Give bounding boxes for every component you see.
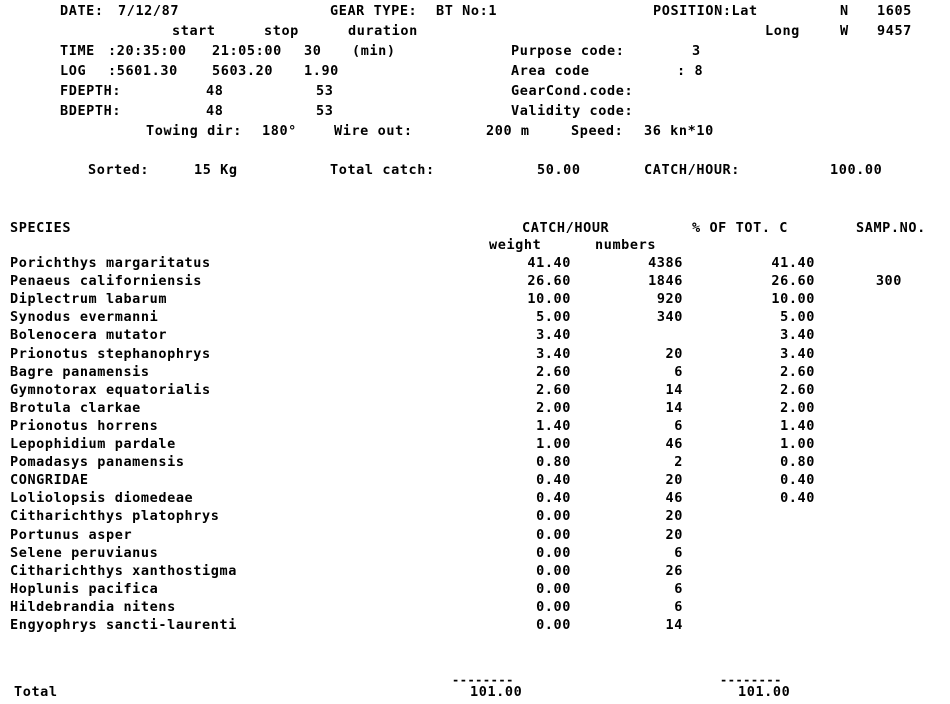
species-name: Bagre panamensis (10, 364, 150, 380)
numbers-value: 20 (665, 508, 683, 524)
speed-label: Speed: (571, 123, 624, 139)
numbers-value: 1846 (648, 273, 683, 289)
pct-total-value: 2.60 (780, 382, 815, 398)
validity-code-label: Validity code: (511, 103, 634, 119)
species-name: Loliolopsis diomedeae (10, 490, 194, 506)
numbers-value: 46 (665, 436, 683, 452)
time-stop: 21:05:00 (212, 43, 282, 59)
long-hemisphere: W (840, 23, 849, 39)
log-start: :5601.30 (108, 63, 178, 79)
weight-value: 2.60 (536, 382, 571, 398)
pct-total-value: 2.60 (780, 364, 815, 380)
pct-total-value: 1.40 (780, 418, 815, 434)
area-code-label: Area code (511, 63, 590, 79)
weight-value: 0.40 (536, 490, 571, 506)
long-label: Long (765, 23, 800, 39)
total-catch-label: Total catch: (330, 162, 435, 178)
col-pct-total-header: % OF TOT. C (692, 220, 789, 236)
gear-type-value: BT No:1 (436, 3, 498, 19)
fdepth-stop: 53 (316, 83, 334, 99)
pct-total-value: 0.40 (780, 490, 815, 506)
lat-value: 1605 (877, 3, 912, 19)
species-name: Gymnotorax equatorialis (10, 382, 211, 398)
weight-value: 41.40 (527, 255, 571, 271)
numbers-value: 14 (665, 382, 683, 398)
total-weight-value: 101.00 (470, 684, 523, 700)
pct-total-value: 0.80 (780, 454, 815, 470)
bdepth-stop: 53 (316, 103, 334, 119)
wire-out-label: Wire out: (334, 123, 413, 139)
weight-value: 0.00 (536, 563, 571, 579)
species-name: Bolenocera mutator (10, 327, 168, 343)
numbers-value: 6 (674, 581, 683, 597)
species-name: Portunus asper (10, 527, 133, 543)
col-start-label: start (172, 23, 216, 39)
log-stop: 5603.20 (212, 63, 274, 79)
weight-value: 0.00 (536, 617, 571, 633)
species-name: Prionotus stephanophrys (10, 346, 211, 362)
weight-value: 0.80 (536, 454, 571, 470)
position-label: POSITION:Lat (653, 3, 758, 19)
samp-no-value: 300 (875, 273, 902, 289)
weight-value: 0.00 (536, 508, 571, 524)
pct-total-value: 3.40 (780, 327, 815, 343)
time-label: TIME (60, 43, 95, 59)
species-name: Diplectrum labarum (10, 291, 168, 307)
area-code-value: : 8 (677, 63, 704, 79)
sorted-label: Sorted: (88, 162, 150, 178)
pct-total-value: 10.00 (771, 291, 815, 307)
weight-value: 1.00 (536, 436, 571, 452)
total-pct-value: 101.00 (738, 684, 791, 700)
purpose-code-value: 3 (692, 43, 701, 59)
species-name: Lepophidium pardale (10, 436, 176, 452)
date-value: 7/12/87 (118, 3, 180, 19)
species-name: CONGRIDAE (10, 472, 89, 488)
numbers-value: 20 (665, 472, 683, 488)
catch-hour-value: 100.00 (830, 162, 883, 178)
weight-value: 3.40 (536, 327, 571, 343)
total-label: Total (14, 684, 58, 700)
total-weight-rule: -------- (452, 673, 514, 687)
species-name: Engyophrys sancti-laurenti (10, 617, 237, 633)
total-pct-rule: -------- (720, 673, 782, 687)
numbers-value: 20 (665, 527, 683, 543)
log-label: LOG (60, 63, 87, 79)
pct-total-value: 2.00 (780, 400, 815, 416)
numbers-value: 26 (665, 563, 683, 579)
speed-value: 36 kn*10 (644, 123, 714, 139)
weight-value: 1.40 (536, 418, 571, 434)
col-duration-label: duration (348, 23, 418, 39)
fdepth-start: 48 (206, 83, 224, 99)
species-name: Pomadasys panamensis (10, 454, 185, 470)
numbers-value: 6 (674, 418, 683, 434)
col-samp-no-header: SAMP.NO. (856, 220, 926, 236)
weight-value: 2.60 (536, 364, 571, 380)
numbers-value: 6 (674, 545, 683, 561)
weight-value: 2.00 (536, 400, 571, 416)
towing-dir-value: 180° (262, 123, 297, 139)
numbers-value: 14 (665, 400, 683, 416)
col-catch-hour-header: CATCH/HOUR (522, 220, 610, 236)
log-duration: 1.90 (304, 63, 339, 79)
species-name: Porichthys margaritatus (10, 255, 211, 271)
species-name: Prionotus horrens (10, 418, 159, 434)
weight-value: 0.00 (536, 527, 571, 543)
lat-hemisphere: N (840, 3, 849, 19)
species-name: Brotula clarkae (10, 400, 141, 416)
col-weight-header: weight (489, 237, 542, 253)
date-label: DATE: (60, 3, 104, 19)
weight-value: 0.40 (536, 472, 571, 488)
bdepth-label: BDEPTH: (60, 103, 122, 119)
catch-hour-label: CATCH/HOUR: (644, 162, 741, 178)
wire-out-value: 200 m (486, 123, 530, 139)
pct-total-value: 26.60 (771, 273, 815, 289)
time-start: :20:35:00 (108, 43, 187, 59)
bdepth-start: 48 (206, 103, 224, 119)
pct-total-value: 41.40 (771, 255, 815, 271)
col-species-header: SPECIES (10, 220, 72, 236)
pct-total-value: 3.40 (780, 346, 815, 362)
weight-value: 0.00 (536, 599, 571, 615)
sorted-value: 15 Kg (194, 162, 238, 178)
weight-value: 5.00 (536, 309, 571, 325)
numbers-value: 340 (656, 309, 683, 325)
gearcond-code-label: GearCond.code: (511, 83, 634, 99)
species-name: Hoplunis pacifica (10, 581, 159, 597)
species-name: Penaeus californiensis (10, 273, 203, 289)
purpose-code-label: Purpose code: (511, 43, 625, 59)
numbers-value: 6 (674, 364, 683, 380)
species-name: Citharichthys platophrys (10, 508, 220, 524)
weight-value: 26.60 (527, 273, 571, 289)
numbers-value: 14 (665, 617, 683, 633)
numbers-value: 2 (674, 454, 683, 470)
species-name: Selene peruvianus (10, 545, 159, 561)
numbers-value: 920 (656, 291, 683, 307)
time-unit: (min) (352, 43, 396, 59)
col-stop-label: stop (264, 23, 299, 39)
numbers-value: 20 (665, 346, 683, 362)
time-duration: 30 (304, 43, 322, 59)
total-catch-value: 50.00 (537, 162, 581, 178)
pct-total-value: 1.00 (780, 436, 815, 452)
pct-total-value: 5.00 (780, 309, 815, 325)
weight-value: 3.40 (536, 346, 571, 362)
weight-value: 0.00 (536, 545, 571, 561)
numbers-value: 4386 (648, 255, 683, 271)
pct-total-value: 0.40 (780, 472, 815, 488)
weight-value: 0.00 (536, 581, 571, 597)
numbers-value: 6 (674, 599, 683, 615)
numbers-value: 46 (665, 490, 683, 506)
species-name: Hildebrandia nitens (10, 599, 176, 615)
col-numbers-header: numbers (595, 237, 657, 253)
fdepth-label: FDEPTH: (60, 83, 122, 99)
species-name: Synodus evermanni (10, 309, 159, 325)
weight-value: 10.00 (527, 291, 571, 307)
long-value: 9457 (877, 23, 912, 39)
gear-type-label: GEAR TYPE: (330, 3, 418, 19)
towing-dir-label: Towing dir: (146, 123, 243, 139)
species-name: Citharichthys xanthostigma (10, 563, 237, 579)
